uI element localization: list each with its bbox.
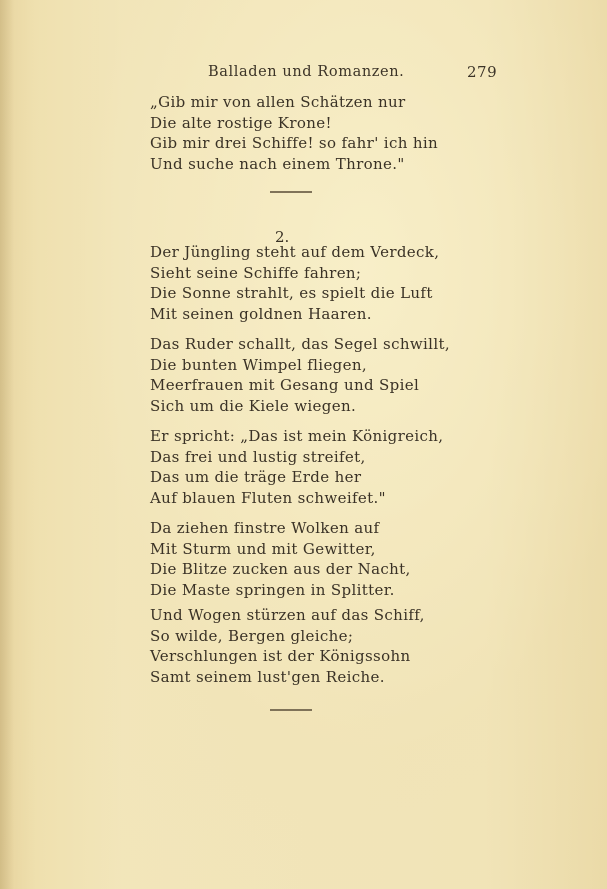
verse-line: Das frei und lustig streifet, (150, 447, 366, 466)
verse-line: Auf blauen Fluten schweifet." (150, 488, 386, 507)
stanza-6 (150, 605, 425, 687)
verse-line: Das Ruder schallt, das Segel schwillt, (150, 335, 450, 353)
verse-line: Da ziehen finstre Wolken auf (150, 519, 380, 537)
verse-line: Mit Sturm und mit Gewitter, (150, 539, 376, 558)
page-edge-shadow (0, 0, 14, 889)
verse-line: Er spricht: „Das ist mein Königreich, (150, 427, 444, 445)
section-divider-top (270, 191, 312, 193)
stanza-5 (150, 518, 411, 600)
verse-line: Sieht seine Schiffe fahren; (150, 263, 362, 282)
verse-line: Der Jüngling steht auf dem Verdeck, (150, 243, 440, 261)
verse-line: Gib mir drei Schiffe! so fahr' ich hin (150, 134, 438, 153)
verse-line: Die Sonne strahlt, es spielt die Luft (150, 284, 433, 303)
verse-line: Samt seinem lust'gen Reiche. (150, 667, 385, 686)
running-title: Balladen und Romanzen. (208, 64, 405, 80)
verse-line: Das um die träge Erde her (150, 468, 362, 487)
stanza-2 (150, 242, 439, 324)
verse-line: Die Maste springen in Splitter. (150, 580, 395, 599)
verse-line: Die Blitze zucken aus der Nacht, (150, 560, 411, 579)
page-number: 279 (467, 63, 498, 81)
verse-line: So wilde, Bergen gleiche; (150, 626, 354, 645)
verse-line: Und suche nach einem Throne." (150, 154, 405, 173)
verse-line: Die bunten Wimpel fliegen, (150, 355, 367, 374)
verse-line: Sich um die Kiele wiegen. (150, 396, 357, 415)
section-divider-bottom (270, 709, 312, 711)
verse-line: Verschlungen ist der Königssohn (150, 647, 411, 666)
verse-line: Die alte rostige Krone! (150, 113, 332, 132)
stanza-1 (150, 92, 438, 174)
stanza-4 (150, 426, 443, 508)
running-head (0, 64, 607, 84)
verse-line: „Gib mir von allen Schätzen nur (150, 93, 406, 111)
verse-line: Und Wogen stürzen auf das Schiff, (150, 606, 425, 624)
section-number: 2. (275, 228, 290, 246)
verse-line: Meerfrauen mit Gesang und Spiel (150, 376, 420, 395)
verse-line: Mit seinen goldnen Haaren. (150, 304, 372, 323)
stanza-3 (150, 334, 450, 416)
